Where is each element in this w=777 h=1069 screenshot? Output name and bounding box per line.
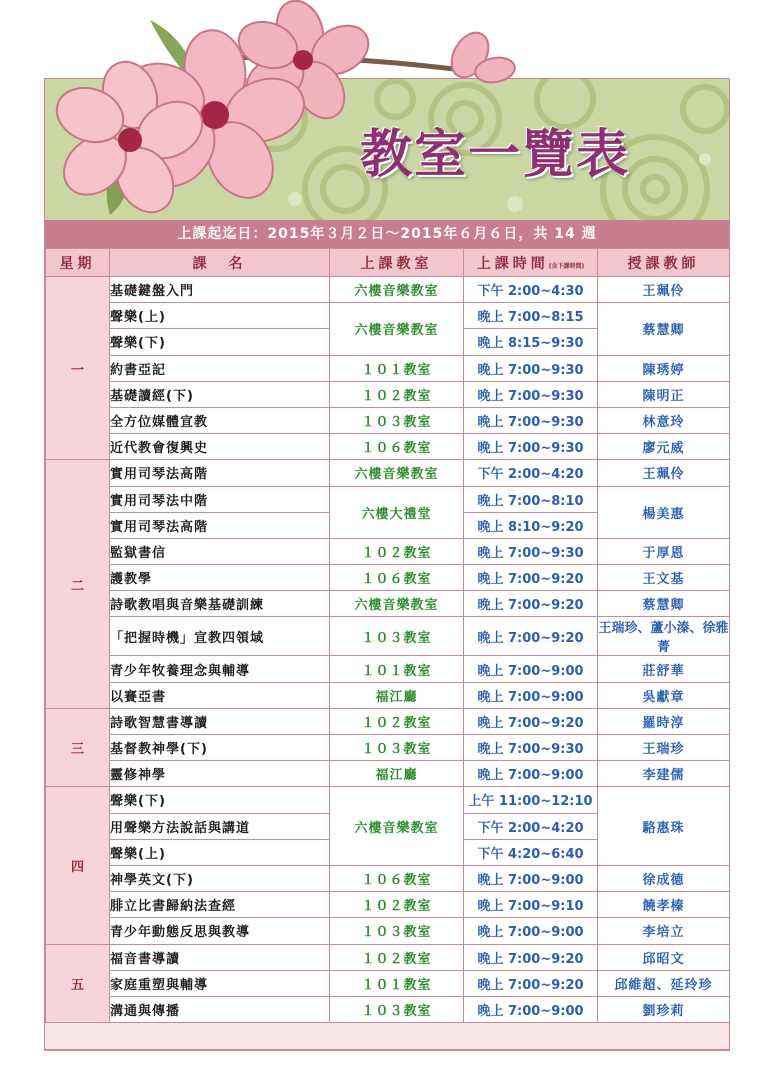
time-cell: 晚上 7:00~9:20 [464, 565, 598, 591]
teacher-cell: 王瑞珍、蘆小溱、徐雅菁 [598, 617, 730, 656]
col-header-teacher: 授課教師 [598, 249, 730, 277]
room-cell: １０１教室 [330, 355, 464, 381]
table-row [46, 735, 730, 761]
room-cell: 六樓音樂教室 [330, 303, 464, 355]
course-cell: 全方位媒體宣教 [110, 407, 330, 433]
course-cell: 以賽亞書 [110, 682, 330, 708]
time-cell: 晚上 7:00~9:00 [464, 761, 598, 787]
table-row [46, 538, 730, 564]
teacher-cell: 于厚恩 [598, 538, 730, 564]
room-cell: １０２教室 [330, 944, 464, 970]
room-cell: １０６教室 [330, 565, 464, 591]
time-cell: 晚上 7:00~9:20 [464, 591, 598, 617]
time-cell: 晚上 7:00~9:20 [464, 708, 598, 734]
teacher-cell: 王瑞珍 [598, 735, 730, 761]
day-cell: 五 [46, 944, 110, 1023]
room-cell: １０６教室 [330, 865, 464, 891]
course-cell: 神學英文(下) [110, 865, 330, 891]
room-cell: 六樓音樂教室 [330, 277, 464, 303]
time-cell: 晚上 7:00~9:20 [464, 944, 598, 970]
time-cell: 晚上 7:00~9:00 [464, 865, 598, 891]
table-row [46, 407, 730, 433]
time-cell: 晚上 7:00~9:30 [464, 407, 598, 433]
course-cell: 實用司琴法高階 [110, 460, 330, 486]
teacher-cell: 駱惠珠 [598, 787, 730, 866]
course-cell: 實用司琴法高階 [110, 512, 330, 538]
time-cell: 晚上 7:00~9:20 [464, 617, 598, 656]
room-cell: 六樓音樂教室 [330, 460, 464, 486]
col-header-room: 上課教室 [330, 249, 464, 277]
table-row [46, 591, 730, 617]
room-cell: １０３教室 [330, 996, 464, 1022]
course-cell: 用聲樂方法說話與講道 [110, 813, 330, 839]
time-cell: 晚上 7:00~8:15 [464, 303, 598, 329]
table-row [46, 970, 730, 996]
course-cell: 聲樂(上) [110, 839, 330, 865]
room-cell: １０１教室 [330, 656, 464, 682]
time-cell: 晚上 7:00~9:30 [464, 434, 598, 460]
table-row [46, 656, 730, 682]
table-row [46, 277, 730, 303]
time-cell: 晚上 7:00~9:00 [464, 996, 598, 1022]
date-range-banner: 上課起迄日：2015年３月２日～2015年６月６日，共 14 週 [45, 220, 729, 248]
time-cell: 晚上 7:00~9:00 [464, 682, 598, 708]
time-cell: 晚上 7:00~9:00 [464, 918, 598, 944]
time-cell: 下午 4:20~6:40 [464, 839, 598, 865]
teacher-cell: 廖元威 [598, 434, 730, 460]
col-header-course: 課 名 [110, 249, 330, 277]
course-cell: 福音書導讀 [110, 944, 330, 970]
bottom-border [44, 1049, 730, 1051]
room-cell: 六樓音樂教室 [330, 787, 464, 866]
table-row [46, 617, 730, 656]
table-row [46, 761, 730, 787]
day-cell: 二 [46, 460, 110, 709]
room-cell: １０３教室 [330, 918, 464, 944]
course-cell: 腓立比書歸納法查經 [110, 892, 330, 918]
table-row [46, 434, 730, 460]
room-cell: １０３教室 [330, 407, 464, 433]
teacher-cell: 王珮伶 [598, 460, 730, 486]
day-cell: 一 [46, 277, 110, 460]
room-cell: 六樓大禮堂 [330, 486, 464, 538]
teacher-cell: 楊美惠 [598, 486, 730, 538]
room-cell: 福江廳 [330, 682, 464, 708]
course-cell: 基礎鍵盤入門 [110, 277, 330, 303]
col-header-day: 星期 [46, 249, 110, 277]
teacher-cell: 羅時淳 [598, 708, 730, 734]
teacher-cell: 莊舒華 [598, 656, 730, 682]
teacher-cell: 邱維超、延玲珍 [598, 970, 730, 996]
room-cell: １０３教室 [330, 735, 464, 761]
course-cell: 青少年牧養理念與輔導 [110, 656, 330, 682]
table-row [46, 303, 730, 329]
teacher-cell: 王珮伶 [598, 277, 730, 303]
time-cell: 晚上 7:00~9:30 [464, 381, 598, 407]
room-cell: １０６教室 [330, 434, 464, 460]
time-cell: 上午 11:00~12:10 [464, 787, 598, 813]
course-cell: 監獄書信 [110, 538, 330, 564]
time-cell: 晚上 8:10~9:20 [464, 512, 598, 538]
time-cell: 晚上 7:00~9:20 [464, 970, 598, 996]
course-cell: 聲樂(上) [110, 303, 330, 329]
table-row [46, 918, 730, 944]
course-cell: 詩歌教唱與音樂基礎訓練 [110, 591, 330, 617]
table-row [46, 787, 730, 813]
col-header-time-label: 上課時間 [476, 255, 549, 272]
teacher-cell: 陳琇婷 [598, 355, 730, 381]
day-cell: 三 [46, 708, 110, 787]
teacher-cell: 蔡慧卿 [598, 591, 730, 617]
time-cell: 晚上 8:15~9:30 [464, 329, 598, 355]
col-header-time [464, 249, 598, 277]
teacher-cell: 李建儒 [598, 761, 730, 787]
table-row [46, 486, 730, 512]
table-row [46, 708, 730, 734]
course-cell: 溝通與傳播 [110, 996, 330, 1022]
col-header-time-note: (含下課時間) [548, 262, 585, 270]
time-cell: 下午 2:00~4:20 [464, 460, 598, 486]
course-cell: 基礎讀經(下) [110, 381, 330, 407]
room-cell: １０２教室 [330, 538, 464, 564]
teacher-cell: 邱昭文 [598, 944, 730, 970]
course-cell: 「把握時機」宣教四領域 [110, 617, 330, 656]
teacher-cell: 陳明正 [598, 381, 730, 407]
course-cell: 護教學 [110, 565, 330, 591]
room-cell: １０１教室 [330, 970, 464, 996]
table-row [46, 996, 730, 1022]
course-cell: 約書亞記 [110, 355, 330, 381]
course-cell: 聲樂(下) [110, 329, 330, 355]
time-cell: 晚上 7:00~8:10 [464, 486, 598, 512]
course-cell: 詩歌智慧書導讀 [110, 708, 330, 734]
time-cell: 晚上 7:00~9:30 [464, 735, 598, 761]
time-cell: 晚上 7:00~9:10 [464, 892, 598, 918]
time-cell: 晚上 7:00~9:00 [464, 656, 598, 682]
teacher-cell: 吳獻章 [598, 682, 730, 708]
time-cell: 下午 2:00~4:20 [464, 813, 598, 839]
table-row [46, 381, 730, 407]
table-row [46, 460, 730, 486]
teacher-cell: 蔡慧卿 [598, 303, 730, 355]
header-row [46, 249, 730, 277]
room-cell: １０３教室 [330, 617, 464, 656]
course-cell: 靈修神學 [110, 761, 330, 787]
course-cell: 實用司琴法中階 [110, 486, 330, 512]
course-cell: 家庭重塑與輔導 [110, 970, 330, 996]
table-row [46, 565, 730, 591]
teacher-cell: 饒孝榛 [598, 892, 730, 918]
room-cell: 六樓音樂教室 [330, 591, 464, 617]
teacher-cell: 李培立 [598, 918, 730, 944]
room-cell: 福江廳 [330, 761, 464, 787]
room-cell: １０２教室 [330, 381, 464, 407]
room-cell: １０２教室 [330, 708, 464, 734]
table-row [46, 355, 730, 381]
course-cell: 聲樂(下) [110, 787, 330, 813]
page-title: 教室一覽表 [360, 124, 631, 185]
schedule-table [45, 248, 730, 1023]
time-cell: 下午 2:00~4:30 [464, 277, 598, 303]
course-cell: 青少年動態反思與教導 [110, 918, 330, 944]
teacher-cell: 徐成德 [598, 865, 730, 891]
teacher-cell: 劉珍莉 [598, 996, 730, 1022]
table-row [46, 682, 730, 708]
table-row [46, 892, 730, 918]
table-row [46, 865, 730, 891]
day-cell: 四 [46, 787, 110, 944]
time-cell: 晚上 7:00~9:30 [464, 355, 598, 381]
table-row [46, 944, 730, 970]
course-cell: 基督教神學(下) [110, 735, 330, 761]
room-cell: １０２教室 [330, 892, 464, 918]
course-cell: 近代教會復興史 [110, 434, 330, 460]
teacher-cell: 王文基 [598, 565, 730, 591]
time-cell: 晚上 7:00~9:30 [464, 538, 598, 564]
teacher-cell: 林意玲 [598, 407, 730, 433]
